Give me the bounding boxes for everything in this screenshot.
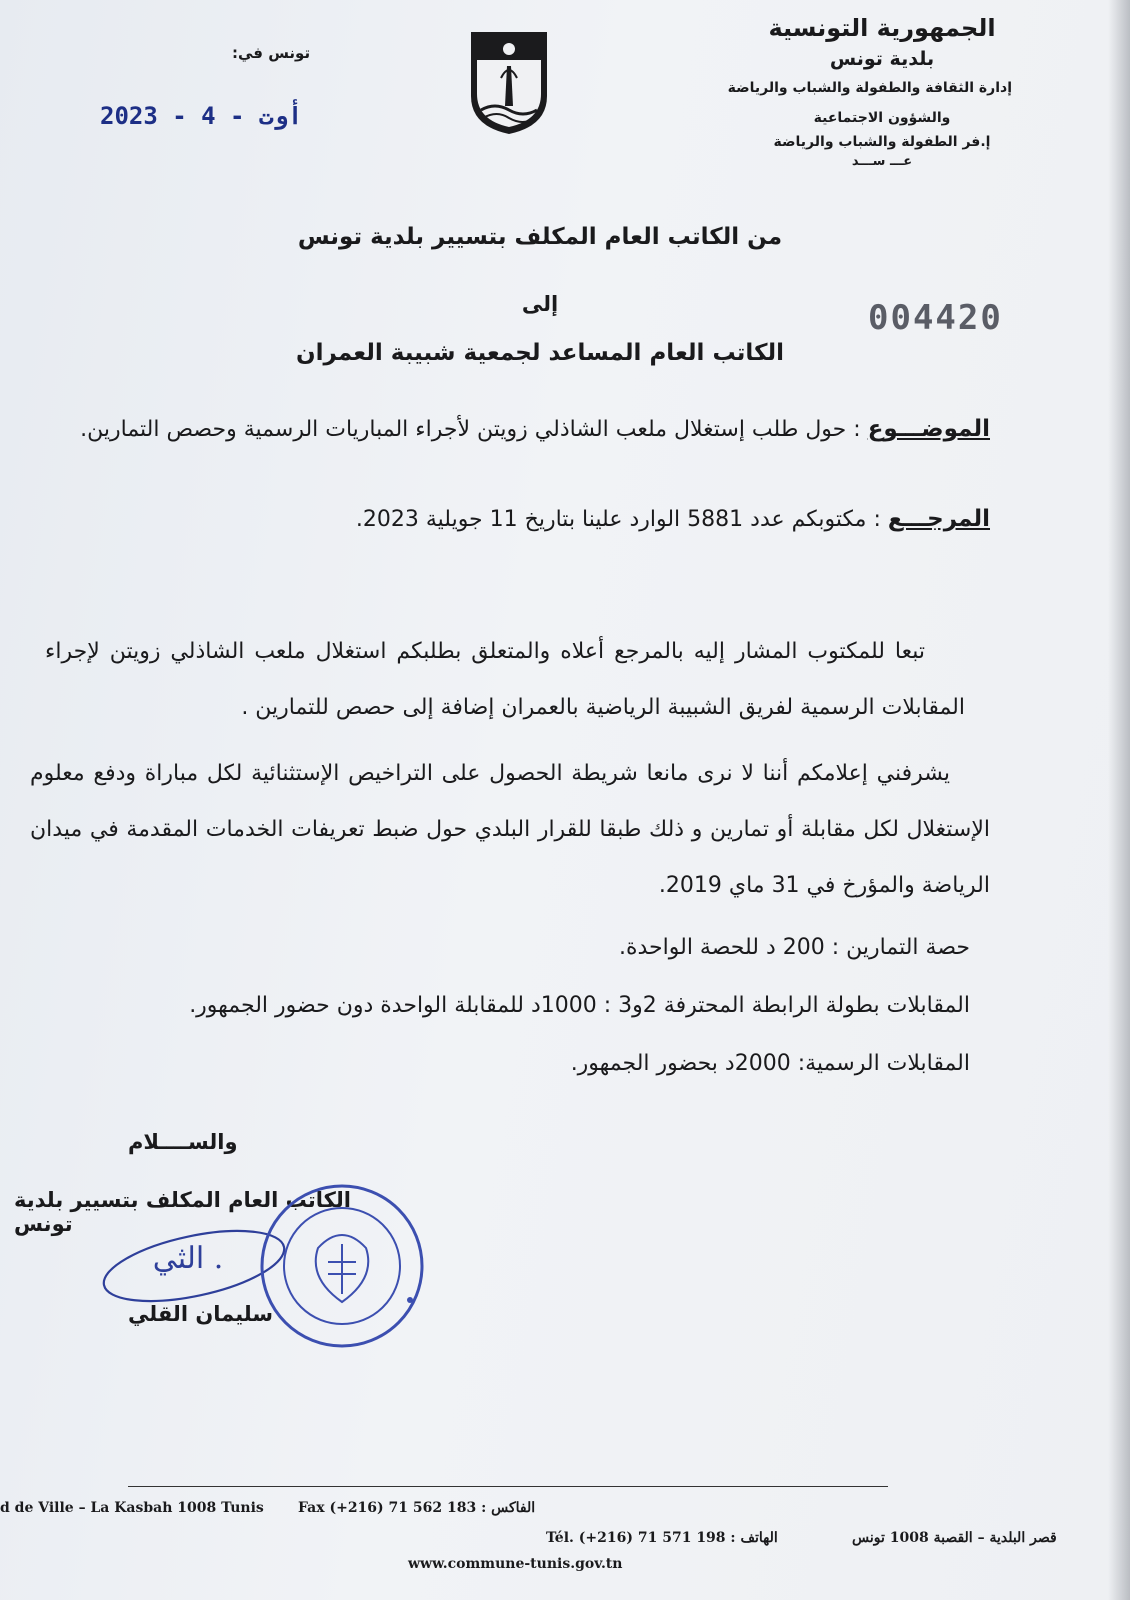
department-line-2: والشؤون الاجتماعية xyxy=(813,110,951,126)
to-word: إلى xyxy=(521,292,559,316)
official-seal-stamp-icon xyxy=(258,1182,426,1350)
closing-salutation: والســــلام xyxy=(128,1130,238,1154)
department-line-4: عـــ ســـد xyxy=(851,154,913,169)
municipality-name: بلدية تونس xyxy=(829,48,935,70)
footer-tel: Tél. (+216) 71 571 198 : الهاتف xyxy=(546,1530,778,1546)
footer-website: www.commune-tunis.gov.tn xyxy=(408,1556,623,1572)
subject-block xyxy=(70,410,990,449)
signatory-name: سليمان القلي xyxy=(128,1302,274,1326)
sender-line: من الكاتب العام المكلف بتسيير بلدية تونس xyxy=(297,224,783,250)
republic-title: الجمهورية التونسية xyxy=(768,14,996,42)
signatory-title: الكاتب العام المكلف بتسيير بلدية تونس xyxy=(14,1188,351,1236)
date-stamp: 2023 - أوت - 4 xyxy=(100,102,303,130)
recipient-line: الكاتب العام المساعد لجمعية شبيبة العمران xyxy=(296,340,784,366)
fee-line-official: المقابلات الرسمية: 2000د بحضور الجمهور. xyxy=(570,1051,970,1076)
department-line-1: إدارة الثقافة والطفولة والشباب والرياضة xyxy=(727,80,1012,96)
subject-text: : حول طلب إستغلال ملعب الشاذلي زويتن لأجراء المباريات الرسمية وحصص التمارين. xyxy=(80,417,861,442)
fee-line-training: حصة التمارين : 200 د للحصة الواحدة. xyxy=(618,935,970,960)
footer-address-ar: قصر البلدية – القصبة 1008 تونس xyxy=(852,1530,1057,1546)
reference-block xyxy=(70,500,990,539)
department-line-3: إ.فر الطفولة والشباب والرياضة xyxy=(773,134,991,150)
reference-number: 004420 xyxy=(868,298,1003,338)
footer-fax: Fax (+216) 71 562 183 : الفاكس xyxy=(298,1500,536,1516)
municipality-emblem-icon xyxy=(467,26,551,136)
reference-label: المرجـــع xyxy=(887,506,990,532)
reference-text: : مكتوبكم عدد 5881 الوارد علينا بتاريخ 11 جويلية 2023. xyxy=(355,507,881,532)
place-label: تونس في: xyxy=(232,44,311,62)
footer-address-fr: d de Ville – La Kasbah 1008 Tunis xyxy=(0,1500,264,1516)
body-paragraph-1: تبعا للمكتوب المشار إليه بالمرجع أعلاه والمتعلق بطلبكم استغلال ملعب الشاذلي زويتن لإجراء المقابلات الرسمية لفريق الشبيبة الرياضية بالعمران إضافة إلى حصص للتمارين . xyxy=(45,639,965,720)
paper-edge-shadow xyxy=(1108,0,1130,1600)
body-paragraph-2: يشرفني إعلامكم أننا لا نرى مانعا شريطة الحصول على التراخيص الإستثنائية لكل مباراة ودفع معلوم الإستغلال لكل مقابلة أو تمارين و ذلك طبقا للقرار البلدي حول ضبط تعريفات الخدمات المقدمة في ميدان الرياضة والمؤرخ في 31 ماي 2019. xyxy=(30,761,990,898)
subject-label: الموضـــوع xyxy=(867,416,990,442)
handwritten-signature-text: . الثي xyxy=(152,1241,224,1276)
letterhead xyxy=(727,14,1012,169)
footer-divider xyxy=(128,1486,888,1487)
fee-line-league: المقابلات بطولة الرابطة المحترفة 2و3 : 1000د للمقابلة الواحدة دون حضور الجمهور. xyxy=(189,993,970,1018)
